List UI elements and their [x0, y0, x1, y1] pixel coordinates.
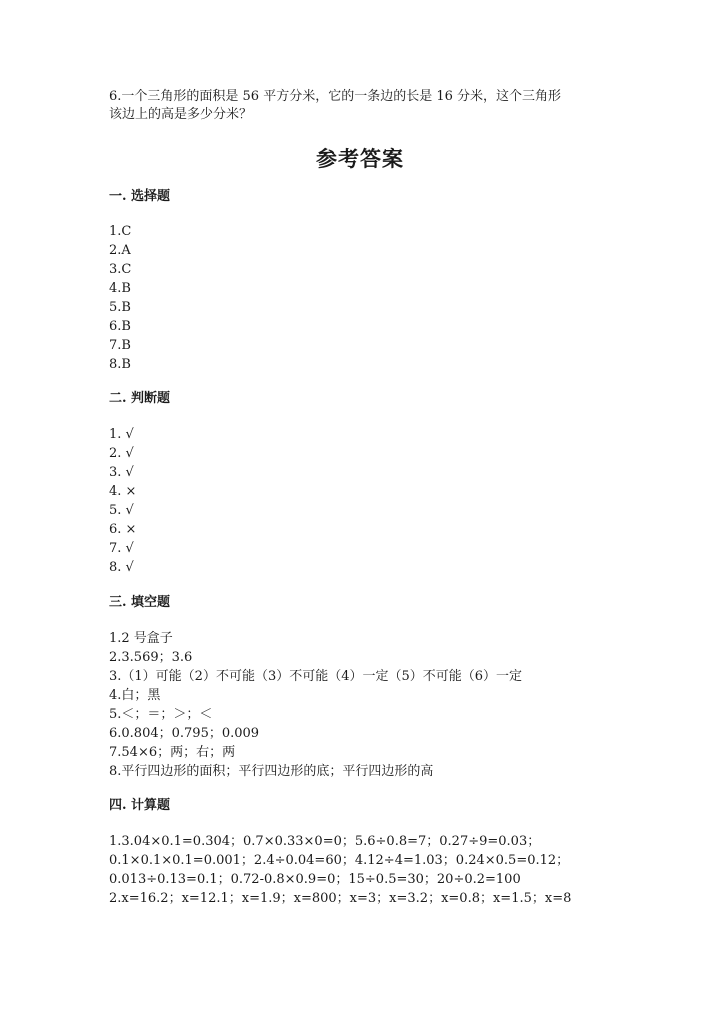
fill-answer-7: 7.54×6；两；右；两 — [109, 745, 236, 760]
fill-answer-3: 3.（1）可能（2）不可能（3）不可能（4）一定（5）不可能（6）一定 — [109, 669, 523, 684]
question-line-1: 6.一个三角形的面积是 56 平方分米，它的一条边的长是 16 分米，这个三角形 — [109, 89, 562, 104]
choice-answer-8: 8.B — [109, 357, 131, 372]
judgement-answer-5: 5. √ — [109, 503, 134, 518]
choice-answer-4: 4.B — [109, 281, 131, 296]
judgement-answer-8: 8. √ — [109, 560, 134, 575]
fill-answer-5: 5.＜；＝；＞；＜ — [109, 707, 213, 722]
judgement-answer-7: 7. √ — [109, 541, 134, 556]
answer-title: 参考答案 — [316, 146, 404, 171]
choice-answer-5: 5.B — [109, 300, 131, 315]
judgement-answer-4: 4. × — [109, 484, 137, 499]
choice-answer-7: 7.B — [109, 338, 131, 353]
calc-answer-line-4: 2.x=16.2；x=12.1；x=1.9；x=800；x=3；x=3.2；x=0.8；x=1.5；x=8 — [109, 891, 572, 906]
judgement-answer-1: 1. √ — [109, 427, 134, 442]
judgement-answer-3: 3. √ — [109, 465, 134, 480]
fill-answer-4: 4.白；黑 — [109, 688, 161, 703]
choice-answer-6: 6.B — [109, 319, 131, 334]
choice-answer-1: 1.C — [109, 224, 132, 239]
judgement-answer-2: 2. √ — [109, 446, 134, 461]
section-heading-calculation: 四. 计算题 — [109, 798, 171, 813]
fill-answer-6: 6.0.804；0.795；0.009 — [109, 726, 260, 741]
fill-answer-2: 2.3.569；3.6 — [109, 650, 193, 665]
calc-answer-line-3: 0.013÷0.13=0.1；0.72-0.8×0.9=0；15÷0.5=30；20÷0.2=100 — [109, 872, 521, 887]
section-heading-judgement: 二. 判断题 — [109, 391, 171, 406]
calc-answer-line-1: 1.3.04×0.1=0.304；0.7×0.33×0=0；5.6÷0.8=7；0.27÷9=0.03； — [109, 834, 541, 849]
choice-answer-3: 3.C — [109, 262, 132, 277]
fill-answer-1: 1.2 号盒子 — [109, 631, 173, 646]
calc-answer-line-2: 0.1×0.1×0.1=0.001；2.4÷0.04=60；4.12÷4=1.03；0.24×0.5=0.12； — [109, 853, 570, 868]
fill-answer-8: 8.平行四边形的面积；平行四边形的底；平行四边形的高 — [109, 764, 434, 779]
section-heading-fill-blank: 三. 填空题 — [109, 595, 171, 610]
choice-answer-2: 2.A — [109, 243, 131, 258]
judgement-answer-6: 6. × — [109, 522, 137, 537]
section-heading-choice: 一. 选择题 — [109, 189, 171, 204]
question-line-2: 该边上的高是多少分米？ — [109, 107, 253, 122]
